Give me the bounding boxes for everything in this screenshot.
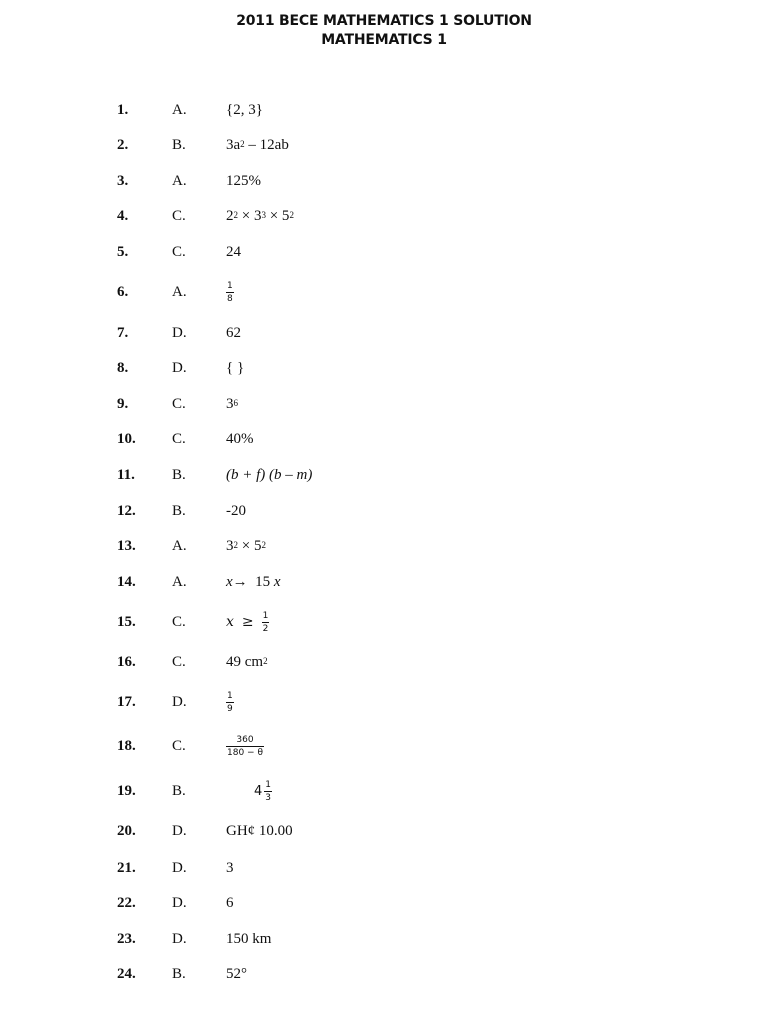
answer-value: 49 cm $^2$: [226, 653, 268, 670]
question-number: 7.: [117, 324, 129, 341]
answer-value: 40%: [226, 430, 254, 447]
fraction: [226, 735, 264, 758]
answer-value: {2, 3}: [226, 101, 263, 118]
answer-row: [0, 927, 768, 951]
fraction-bar: [226, 702, 234, 703]
answer-row: [0, 962, 768, 986]
answer-value: 24: [226, 243, 241, 260]
answer-row: [0, 356, 768, 380]
fraction-denominator: 9: [227, 703, 233, 714]
question-number: 12.: [117, 502, 136, 519]
answer-term: × 5: [238, 537, 262, 554]
fraction: [262, 611, 270, 634]
question-number: 16.: [117, 653, 136, 670]
answer-value: [226, 574, 281, 591]
arrow-icon: → 15: [232, 573, 274, 590]
question-number: 24.: [117, 965, 136, 982]
answer-value: 62: [226, 324, 241, 341]
question-number: 14.: [117, 573, 136, 590]
answer-row: [0, 819, 768, 843]
answer-row: [0, 690, 768, 714]
document-header: [0, 12, 768, 50]
answer-option: A.: [172, 101, 187, 118]
question-number: 9.: [117, 395, 129, 412]
answer-value: 125%: [226, 172, 261, 189]
answer-term: 3: [226, 537, 234, 554]
answer-row: [0, 392, 768, 416]
answer-option: C.: [172, 395, 186, 412]
answer-value: [226, 281, 234, 304]
answer-option: D.: [172, 822, 187, 839]
fraction-bar: [262, 622, 270, 623]
answer-value: (b + f) (b – m): [226, 466, 313, 483]
answer-row: [0, 280, 768, 304]
answer-option: C.: [172, 613, 186, 630]
answer-option: A.: [172, 573, 187, 590]
answer-row: [0, 427, 768, 451]
answer-option: C.: [172, 207, 186, 224]
question-number: 21.: [117, 859, 136, 876]
question-number: 13.: [117, 537, 136, 554]
question-number: 4.: [117, 207, 129, 224]
question-number: 6.: [117, 283, 129, 300]
fraction: [226, 691, 234, 714]
answer-row: [0, 499, 768, 523]
question-number: 20.: [117, 822, 136, 839]
answer-option: D.: [172, 930, 187, 947]
answer-value: 2 $^2$ × 3 $^3$ × 5 $^2$: [226, 207, 294, 224]
answer-row: [0, 321, 768, 345]
fraction-bar: [226, 292, 234, 293]
answer-value: 52°: [226, 965, 247, 982]
fraction-denominator: 2: [262, 623, 269, 634]
fraction-numerator: 360: [236, 734, 254, 745]
question-number: 3.: [117, 172, 129, 189]
answer-value: -20: [226, 502, 246, 519]
question-number: 5.: [117, 243, 129, 260]
answer-row: [0, 463, 768, 487]
answer-term: 49 cm: [226, 653, 264, 670]
fraction-numerator: 1: [265, 779, 272, 790]
answer-value: 150 km: [226, 930, 272, 947]
answer-row: [0, 240, 768, 264]
answer-option: B.: [172, 466, 186, 483]
answer-value: [226, 611, 269, 634]
fraction-bar: [226, 746, 264, 747]
answer-value: { }: [226, 359, 245, 376]
answer-row: [0, 133, 768, 157]
answer-row: [0, 891, 768, 915]
question-number: 2.: [117, 136, 129, 153]
answer-row: [0, 734, 768, 758]
answer-value: [226, 691, 234, 714]
answer-row: [0, 650, 768, 674]
answer-value: 3 $^6$: [226, 395, 238, 412]
answer-term: 2: [226, 207, 234, 224]
document-subtitle: MATHEMATICS 1: [321, 32, 447, 48]
answer-option: B.: [172, 136, 186, 153]
question-number: 8.: [117, 359, 129, 376]
answer-value: 3a $^2$ – 12ab: [226, 136, 289, 153]
answer-option: D.: [172, 693, 187, 710]
answer-option: B.: [172, 502, 186, 519]
fraction-denominator: 3: [265, 792, 272, 803]
answer-row: [0, 610, 768, 634]
answer-row: [0, 204, 768, 228]
fraction-denominator: 8: [227, 293, 233, 304]
question-number: 10.: [117, 430, 136, 447]
question-number: 19.: [117, 782, 136, 799]
answer-value: [226, 735, 264, 758]
answer-term: 3a: [226, 136, 241, 153]
question-number: 1.: [117, 101, 129, 118]
document-title: 2011 BECE MATHEMATICS 1 SOLUTION: [236, 13, 532, 29]
answer-value: 3: [226, 859, 234, 876]
fraction: [264, 780, 272, 803]
fraction-numerator: 1: [262, 610, 269, 621]
answer-option: C.: [172, 737, 186, 754]
answer-row: [0, 534, 768, 558]
question-number: 11.: [117, 466, 135, 483]
answer-variable: x: [226, 614, 234, 630]
answer-value: GH¢ 10.00: [226, 822, 293, 839]
fraction-numerator: 1: [227, 280, 233, 291]
answer-value: [254, 780, 272, 803]
question-number: 17.: [117, 693, 136, 710]
answer-option: D.: [172, 859, 187, 876]
question-number: 23.: [117, 930, 136, 947]
greater-equal-icon: ≥: [241, 614, 254, 630]
fraction: [226, 281, 234, 304]
answer-value: 6: [226, 894, 234, 911]
answer-option: B.: [172, 965, 186, 982]
answer-option: B.: [172, 782, 186, 799]
answer-value: 3 $^2$ × 5 $^2$: [226, 537, 266, 554]
question-number: 18.: [117, 737, 136, 754]
answer-option: C.: [172, 243, 186, 260]
answer-variable: x: [273, 573, 281, 590]
fraction-numerator: 1: [227, 690, 233, 701]
fraction-denominator: 180 − θ: [227, 747, 263, 758]
answer-row: [0, 98, 768, 122]
answer-row: [0, 856, 768, 880]
answer-base: 3: [226, 395, 234, 412]
answer-option: A.: [172, 537, 187, 554]
answer-term: × 5: [265, 207, 290, 224]
answer-row: [0, 570, 768, 594]
answer-option: D.: [172, 324, 187, 341]
answer-option: A.: [172, 283, 187, 300]
answer-term: × 3: [238, 207, 262, 224]
answer-option: D.: [172, 894, 187, 911]
fraction-bar: [264, 791, 272, 792]
question-number: 22.: [117, 894, 136, 911]
answer-option: A.: [172, 172, 187, 189]
answer-row: [0, 169, 768, 193]
answer-variable: x: [226, 573, 233, 590]
answer-option: C.: [172, 653, 186, 670]
answer-term: – 12ab: [244, 136, 289, 153]
mixed-number-whole: 4: [254, 783, 263, 799]
question-number: 15.: [117, 613, 136, 630]
answer-row: [0, 779, 768, 803]
answer-option: D.: [172, 359, 187, 376]
answer-option: C.: [172, 430, 186, 447]
